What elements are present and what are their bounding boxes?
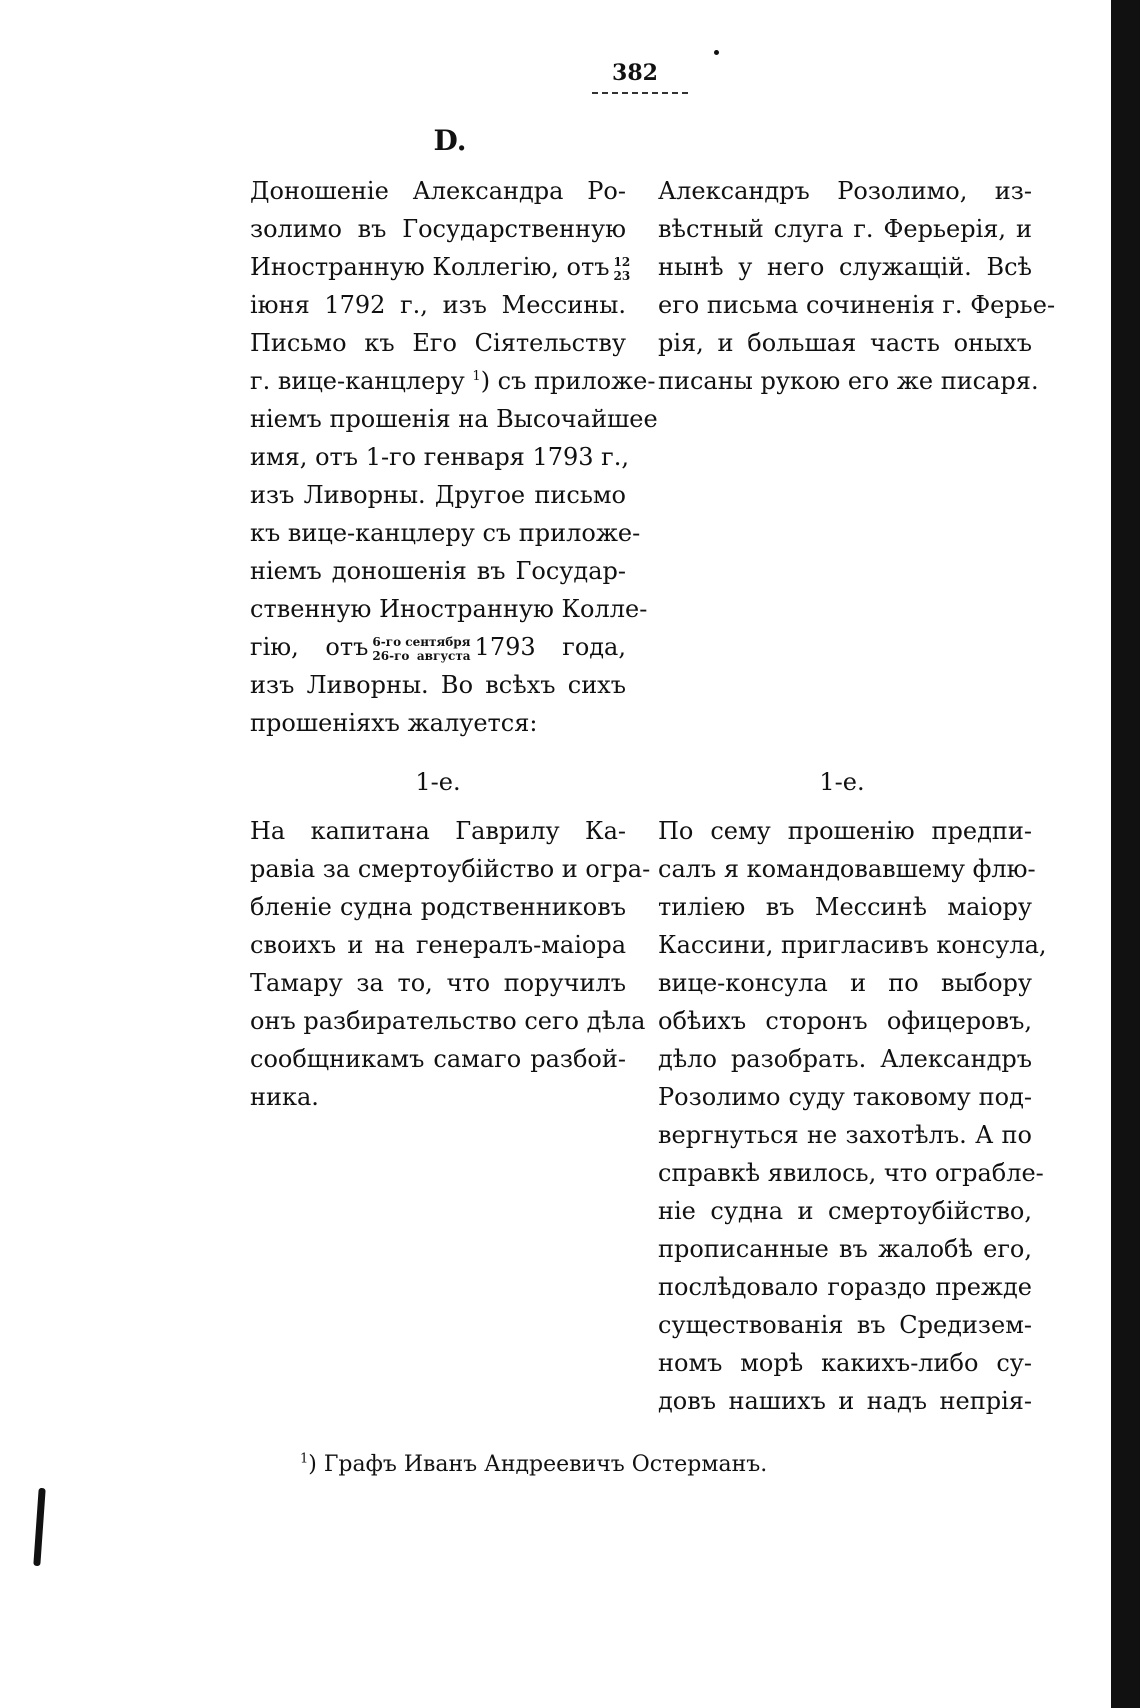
right-body-line: вице-консула и по выбору xyxy=(658,969,1032,997)
left-subheading: 1-е. xyxy=(415,768,461,796)
left-intro-line: къ вице-канцлеру съ приложе- xyxy=(250,519,641,547)
left-body-line: своихъ и на генералъ-маіора xyxy=(250,931,626,959)
right-body-line: тиліею въ Мессинѣ маіору xyxy=(658,893,1032,921)
scan-margin-mark xyxy=(33,1488,45,1566)
left-intro-line: Иностранную Коллегію, отъ 12 23 xyxy=(250,253,631,283)
left-intro-line: прошеніяхъ жалуется: xyxy=(250,709,538,737)
ink-dot xyxy=(714,50,719,55)
left-body-line: ника. xyxy=(250,1083,319,1111)
left-intro-line: Доношеніе Александра Ро- xyxy=(250,177,626,205)
right-subheading: 1-е. xyxy=(819,768,865,796)
left-body-line: бленіе судна родственниковъ xyxy=(250,893,626,921)
right-intro-line: его письма сочиненія г. Ферье- xyxy=(658,291,1056,319)
section-letter: D. xyxy=(433,124,467,157)
left-body-line: Тамару за то, что поручилъ xyxy=(250,969,626,997)
right-body-line: Розолимо суду таковому под- xyxy=(658,1083,1032,1111)
left-intro-line: ніемъ прошенія на Высочайшее xyxy=(250,405,658,433)
right-body-line: существованія въ Средизем- xyxy=(658,1311,1032,1339)
footnote-marker: 1 xyxy=(300,1451,309,1467)
right-body-line: послѣдовало гораздо прежде xyxy=(658,1273,1032,1301)
left-body-line: сообщникамъ самаго разбой- xyxy=(250,1045,626,1073)
left-intro-line: изъ Ливорны. Во всѣхъ сихъ xyxy=(250,671,626,699)
page-number: 382 xyxy=(612,60,658,86)
right-intro-line: Александръ Розолимо, из- xyxy=(658,177,1032,205)
footnote-text: ) Графъ Иванъ Андреевичъ Остерманъ. xyxy=(308,1452,768,1477)
right-intro-line: вѣстный слуга г. Ферьерія, и xyxy=(658,215,1032,243)
left-intro-line: изъ Ливорны. Другое письмо xyxy=(250,481,626,509)
right-body-line: прописанные въ жалобѣ его, xyxy=(658,1235,1032,1263)
left-body-line: На капитана Гаврилу Ка- xyxy=(250,817,626,845)
right-intro-line: нынѣ у него служащій. Всѣ xyxy=(658,253,1032,281)
right-body-line: По сему прошенію предпи- xyxy=(658,817,1032,845)
left-intro-line: г. вице-канцлеру $^1$) съ приложе- xyxy=(250,367,656,395)
right-body-line: Кассини, пригласивъ консула, xyxy=(658,931,1047,959)
right-intro-paragraph xyxy=(658,172,1056,400)
right-body-line: справкѣ явилось, что ограбле- xyxy=(658,1159,1044,1187)
date-fraction: 6-го сентября 26-го августа xyxy=(372,634,471,663)
left-intro-paragraph xyxy=(250,172,658,742)
right-body-line: вергнуться не захотѣлъ. А по xyxy=(658,1121,1032,1149)
left-intro-line: ніемъ доношенія въ Государ- xyxy=(250,557,626,585)
right-body-line: номъ морѣ какихъ-либо су- xyxy=(658,1349,1032,1377)
left-body-line: онъ разбирательство сего дѣла xyxy=(250,1007,646,1035)
date-fraction: 12 23 xyxy=(613,254,631,283)
left-intro-line: золимо въ Государственную xyxy=(250,215,626,243)
right-intro-line: рія, и большая часть оныхъ xyxy=(658,329,1032,357)
left-body-line: равіа за смертоубійство и огра- xyxy=(250,855,651,883)
right-body-line: дѣло разобрать. Александръ xyxy=(658,1045,1032,1073)
left-intro-line: іюня 1792 г., изъ Мессины. xyxy=(250,291,626,319)
left-intro-line: имя, отъ 1-го генваря 1793 г., xyxy=(250,443,629,471)
scan-edge-shadow xyxy=(1111,0,1140,1708)
footnote-reference: 1 xyxy=(472,369,481,384)
right-body-line: ніе судна и смертоубійство, xyxy=(658,1197,1032,1225)
left-body-paragraph xyxy=(250,812,651,1116)
right-intro-line: писаны рукою его же писаря. xyxy=(658,367,1039,395)
right-body-paragraph xyxy=(658,812,1047,1420)
left-intro-line: ственную Иностранную Колле- xyxy=(250,595,648,623)
right-body-line: салъ я командовавшему флю- xyxy=(658,855,1036,883)
left-intro-line: Письмо къ Его Сіятельству xyxy=(250,329,626,357)
right-body-line: обѣихъ сторонъ офицеровъ, xyxy=(658,1007,1032,1035)
footnote xyxy=(300,1452,767,1477)
page-number-rule xyxy=(592,92,688,94)
right-body-line: довъ нашихъ и надъ непрія- xyxy=(658,1387,1032,1415)
left-intro-line: гію, отъ 6-го сентября 26-го августа 1793 года, xyxy=(250,633,626,663)
